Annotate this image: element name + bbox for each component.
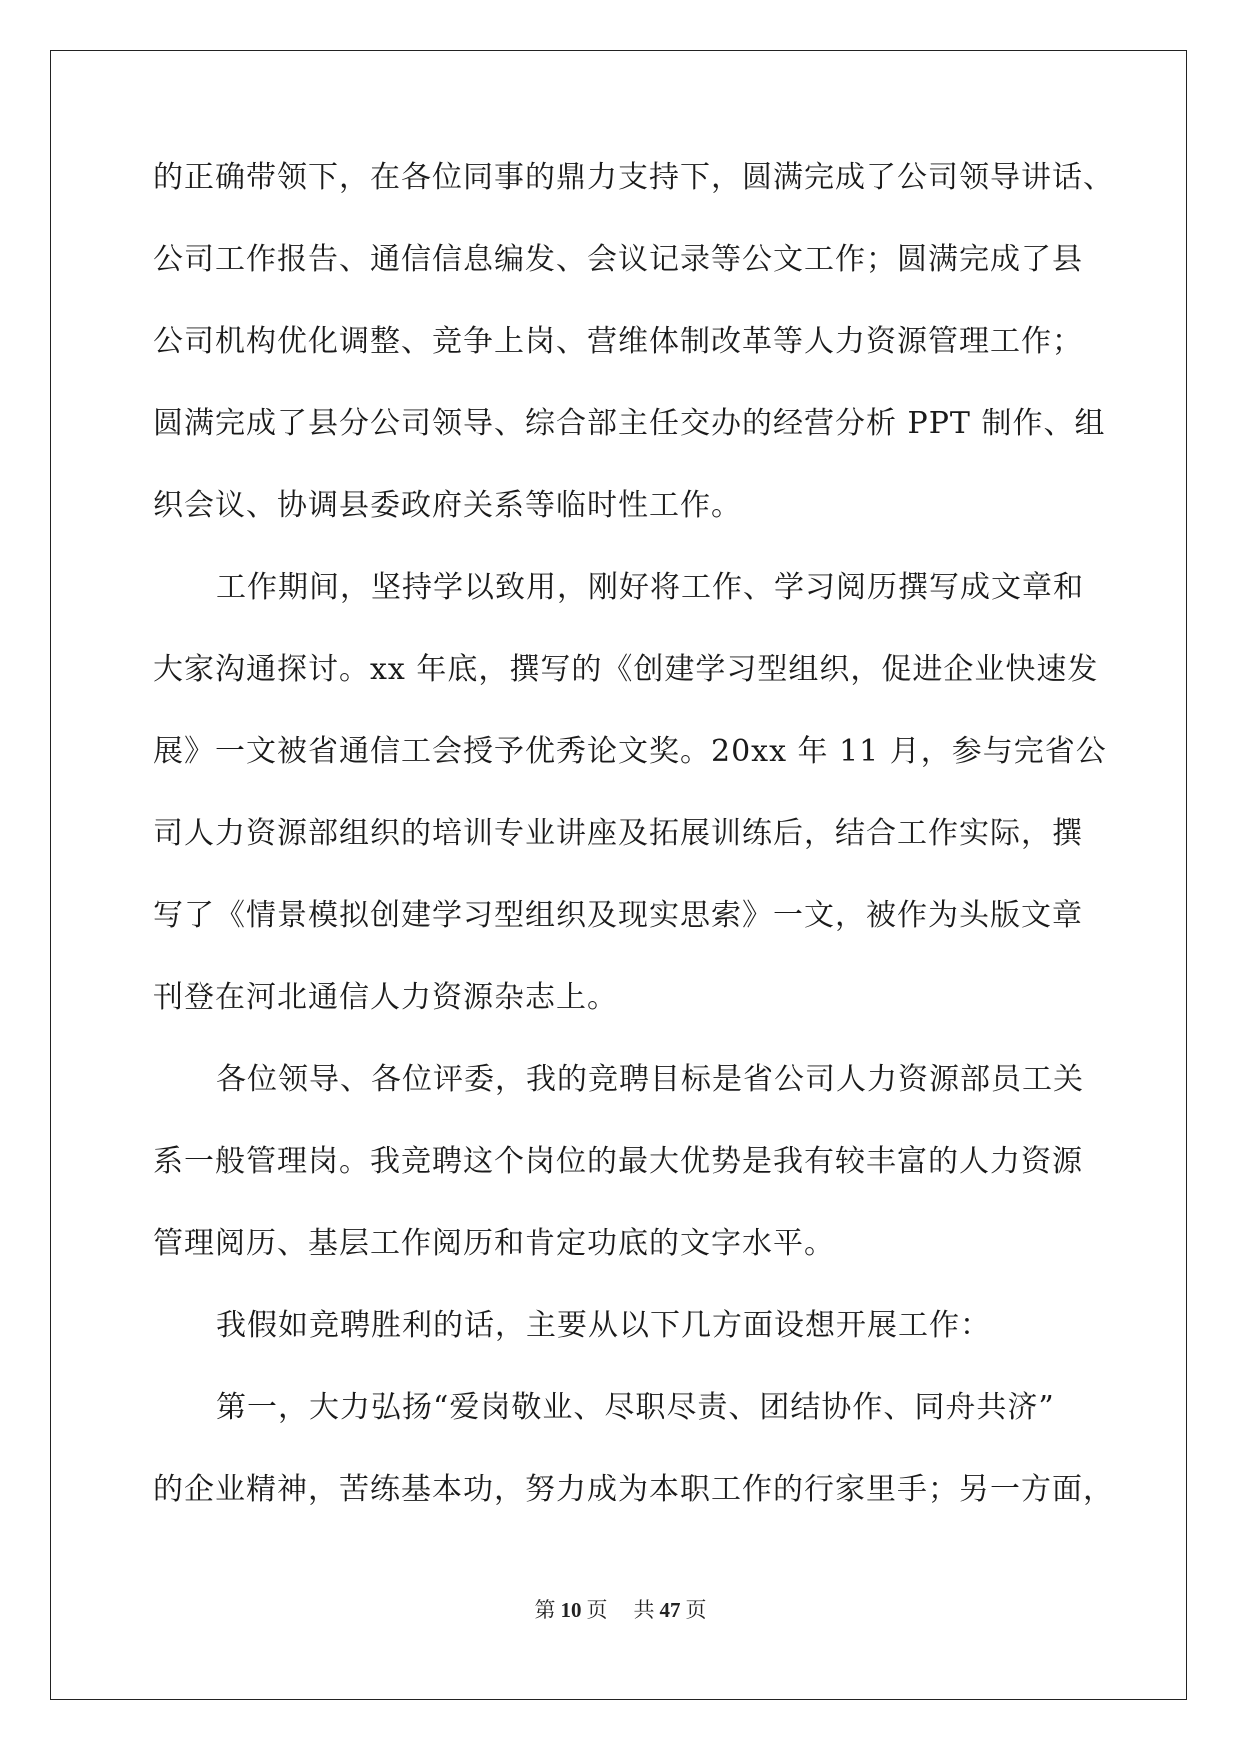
text-line-2: 公司工作报告、通信信息编发、会议记录等公文工作；圆满完成了县 — [153, 242, 1083, 277]
page-suffix: 页 — [586, 1598, 608, 1622]
text-line-3: 公司机构优化调整、竞争上岗、营维体制改革等人力资源管理工作； — [153, 324, 1083, 359]
text-line-4: 圆满完成了县分公司领导、综合部主任交办的经营分析 PPT 制作、组 — [153, 406, 1106, 441]
text-line-5: 织会议、协调县委政府关系等临时性工作。 — [153, 488, 742, 523]
text-line-12: 各位领导、各位评委，我的竞聘目标是省公司人力资源部员工关 — [216, 1062, 1084, 1097]
text-line-17: 的企业精神，苦练基本功，努力成为本职工作的行家里手；另一方面， — [153, 1472, 1114, 1507]
total-suffix: 页 — [685, 1598, 707, 1622]
page-number: 10 — [560, 1598, 582, 1622]
text-line-15: 我假如竞聘胜利的话，主要从以下几方面设想开展工作： — [216, 1308, 991, 1343]
text-line-7: 大家沟通探讨。xx 年底，撰写的《创建学习型组织，促进企业快速发 — [153, 652, 1099, 687]
text-line-9: 司人力资源部组织的培训专业讲座及拓展训练后，结合工作实际，撰 — [153, 816, 1083, 851]
text-line-14: 管理阅历、基层工作阅历和肯定功底的文字水平。 — [153, 1226, 835, 1261]
text-line-6: 工作期间，坚持学以致用，刚好将工作、学习阅历撰写成文章和 — [216, 570, 1084, 605]
text-line-10: 写了《情景模拟创建学习型组织及现实思索》一文，被作为头版文章 — [153, 898, 1083, 933]
total-pages: 47 — [659, 1598, 681, 1622]
text-line-8: 展》一文被省通信工会授予优秀论文奖。20xx 年 11 月，参与完省公 — [153, 734, 1107, 769]
total-prefix: 共 — [633, 1598, 655, 1622]
page-prefix: 第 — [534, 1598, 556, 1622]
text-line-1: 的正确带领下，在各位同事的鼎力支持下，圆满完成了公司领导讲话、 — [153, 160, 1114, 195]
text-line-13: 系一般管理岗。我竞聘这个岗位的最大优势是我有较丰富的人力资源 — [153, 1144, 1083, 1179]
page-footer — [0, 1594, 1241, 1624]
document-body — [153, 137, 1114, 1531]
text-line-16: 第一，大力弘扬“爱岗敬业、尽职尽责、团结协作、同舟共济” — [216, 1390, 1055, 1425]
text-line-11: 刊登在河北通信人力资源杂志上。 — [153, 980, 618, 1015]
